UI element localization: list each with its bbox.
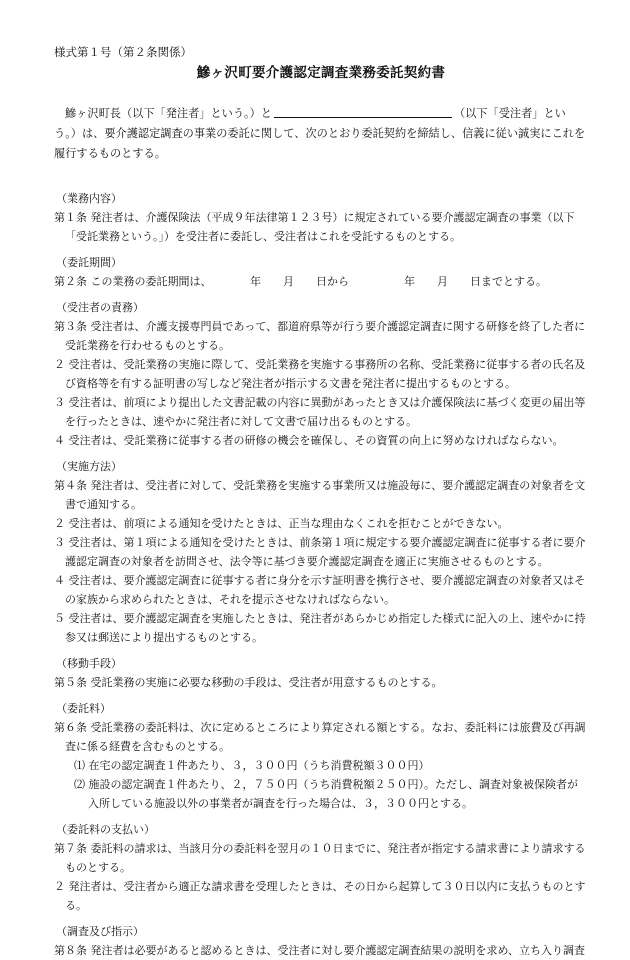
- intro-text-2: （以下「受注者」という。）は、要介護認定調査の事業の委託に関して、次のとおり委託契約を締結し、信義に従い誠実にこれを履行するものとする。: [54, 107, 586, 160]
- article-4-item-4: ４ 受注者は、要介護認定調査に従事する者に身分を示す証明書を携行させ、要介護認定調査の対象者又はその家族から求められたときは、それを提示させなければならない。: [54, 574, 586, 606]
- intro-text-1: 鰺ヶ沢町長（以下「発注者」という。）と: [65, 107, 272, 120]
- article-3-item-2: ２ 受注者は、受託業務の実施に際して、受託業務を実施する事務所の名称、受託業務に従事する者の氏名及び資格等を有する証明書の写しなど発注者が指示する文書を発注者に提出するものとする。: [54, 358, 586, 390]
- section-heading-payment: （委託料の支払い）: [56, 823, 155, 836]
- article-2: 第２条 この業務の委託期間は、 年 月 日から 年 月 日までとする。: [54, 275, 547, 288]
- article-7: 第７条 委託料の請求は、当該月分の委託料を翌月の１０日までに、発注者が指定する請求書により請求するものとする。: [54, 842, 586, 874]
- article-6: 第６条 受託業務の委託料は、次に定めるところにより算定される額とする。なお、委託料には旅費及び再調査に係る経費を含むものとする。: [54, 721, 586, 753]
- article-5: 第５条 受託業務の実施に必要な移動の手段は、受注者が用意するものとする。: [54, 676, 443, 689]
- section-heading-business: （業務内容）: [56, 192, 122, 205]
- section-heading-transport: （移動手段）: [56, 657, 122, 670]
- contractor-name-blank: [274, 105, 452, 118]
- article-6-item-1: ⑴ 在宅の認定調査１件あたり、３，３００円（うち消費税額３００円）: [74, 759, 430, 772]
- section-heading-period: （委託期間）: [56, 256, 122, 269]
- article-7-item-2: ２ 発注者は、受注者から適正な請求書を受理したときは、その日から起算して３０日以内に支払うものとする。: [54, 880, 586, 912]
- article-3: 第３条 受注者は、介護支援専門員であって、都道府県等が行う要介護認定調査に関する研修を終了した者に受託業務を行わせるものとする。: [54, 320, 586, 352]
- article-8: 第８条 発注者は必要があると認めるときは、受注者に対し要介護認定調査結果の説明を求め、立ち入り調査: [54, 944, 586, 957]
- section-heading-inspection: （調査及び指示）: [56, 925, 144, 938]
- article-4-item-2: ２ 受注者は、前項による通知を受けたときは、正当な理由なくこれを拒むことができない。: [54, 517, 509, 530]
- article-4: 第４条 発注者は、受注者に対して、受託業務を実施する事業所又は施設毎に、要介護認定調査の対象者を文書で通知する。: [54, 479, 586, 511]
- form-number: 様式第１号（第２条関係）: [54, 45, 192, 59]
- article-1: 第１条 発注者は、介護保険法（平成９年法律第１２３号）に規定されている要介護認定調査の事業（以下「受託業務という。」）を受注者に委託し、受注者はこれを受託するものとする。: [54, 211, 575, 243]
- section-heading-method: （実施方法）: [56, 460, 122, 473]
- article-4-item-5: ５ 受注者は、要介護認定調査を実施したときは、発注者があらかじめ指定した様式に記入の上、速やかに持参又は郵送により提出するものとする。: [54, 612, 586, 644]
- section-heading-fee: （委託料）: [56, 702, 111, 715]
- document-title: 鰺ヶ沢町要介護認定調査業務委託契約書: [196, 65, 446, 81]
- intro-paragraph: [54, 104, 588, 164]
- section-heading-duties: （受注者の責務）: [56, 301, 144, 314]
- article-4-item-3: ３ 受注者は、第１項による通知を受けたときは、前条第１項に規定する要介護認定調査に従事する者に要介護認定調査の対象者を訪問させ、法令等に基づき要介護認定調査を適正に実施させるものとする。: [54, 536, 586, 568]
- article-6-item-2: ⑵ 施設の認定調査１件あたり、２，７５０円（うち消費税額２５０円）。ただし、調査対象被保険者が入所している施設以外の事業者が調査を行った場合は、３，３００円とする。: [74, 778, 578, 810]
- article-3-item-4: ４ 受注者は、受託業務に従事する者の研修の機会を確保し、その資質の向上に努めなければならない。: [54, 434, 564, 447]
- article-3-item-3: ３ 受注者は、前項により提出した文書記載の内容に異動があったとき又は介護保険法に基づく変更の届出等を行ったときは、速やかに発注者に対して文書で届け出るものとする。: [54, 396, 586, 428]
